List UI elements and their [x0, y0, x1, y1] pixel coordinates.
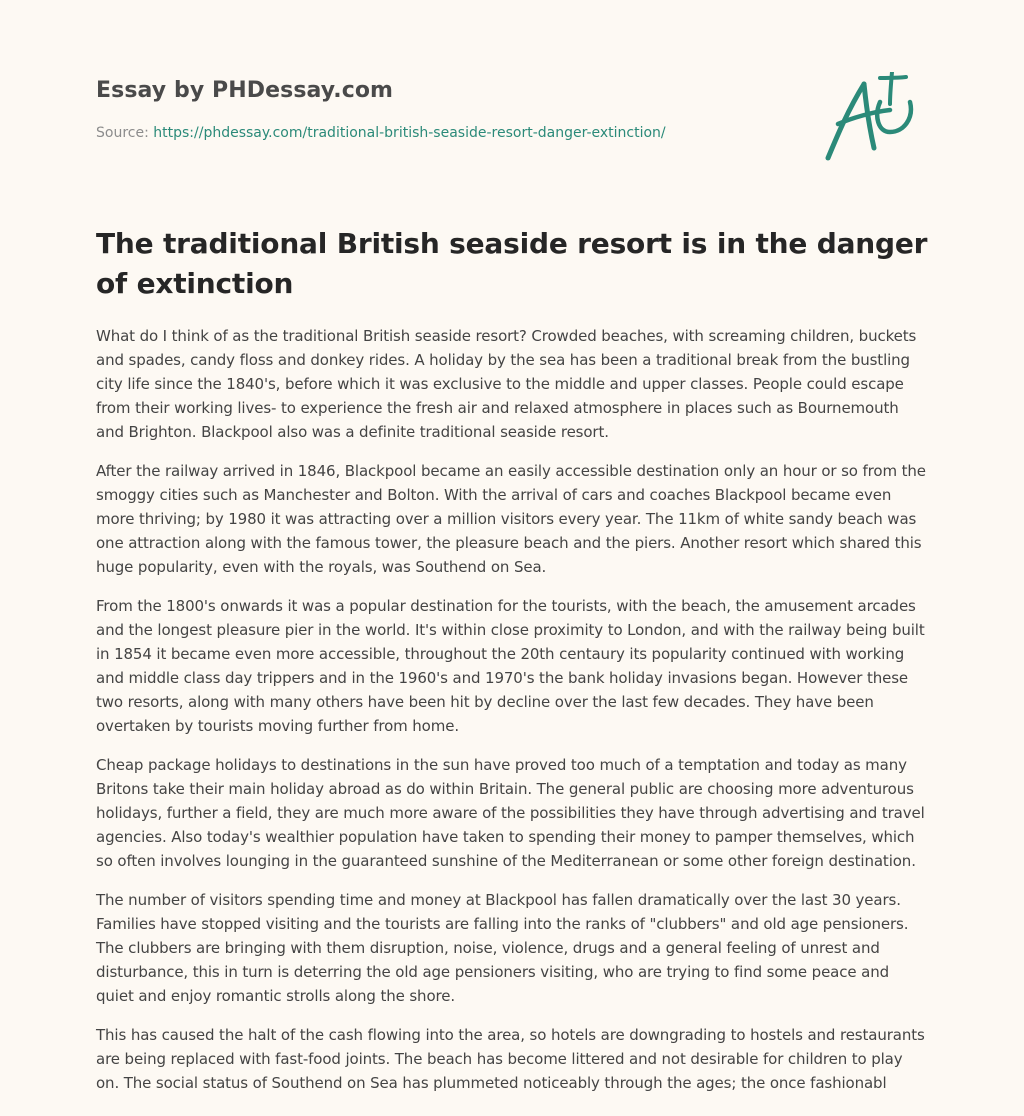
source-line: [96, 125, 666, 141]
essay-body: [96, 324, 928, 1110]
site-brand: Essay by PHDessay.com: [96, 78, 394, 103]
source-label: Source:: [96, 125, 154, 141]
essay-paragraph: Cheap package holidays to destinations in the sun have proved too much of a temptation and today as many Britons take their main holiday abroad as do within Britain. The general public are choosing more adventurous holidays, further a field, they are much more aware of the possibilities they have through advertising and travel agencies. Also today's wealthier population have taken to spending their money to pamper themselves, which so often involves lounging in the guaranteed sunshine of the Mediterranean or some other foreign destination.: [96, 756, 925, 870]
a-plus-grade-icon: [824, 72, 924, 164]
essay-paragraph: The number of visitors spending time and money at Blackpool has fallen dramatically over the last 30 years. Families have stopped visiting and the tourists are falling into the ranks of "clubbers" and old age pensioners. The clubbers are bringing with them disruption, noise, violence, drugs and a general feeling of unrest and disturbance, this in turn is deterring the old age pensioners visiting, who are trying to find some peace and quiet and enjoy romantic strolls along the shore.: [96, 891, 909, 1005]
page-header: [96, 72, 926, 182]
essay-title: The traditional British seaside resort is in the danger of extinction: [96, 227, 928, 300]
essay-paragraph: From the 1800's onwards it was a popular destination for the tourists, with the beach, the amusement arcades and the longest pleasure pier in the world. It's within close proximity to London, and with the railway being built in 1854 it became even more accessible, throughout the 20th centaury its popularity continued with working and middle class day trippers and in the 1960's and 1970's the bank holiday invasions began. However these two resorts, along with many others have been hit by decline over the last few decades. They have been overtaken by tourists moving further from home.: [96, 597, 925, 735]
source-link[interactable]: https://phdessay.com/traditional-british-seaside-resort-danger-extinction/: [153, 125, 666, 141]
essay-paragraph: After the railway arrived in 1846, Blackpool became an easily accessible destination only an hour or so from the smoggy cities such as Manchester and Bolton. With the arrival of cars and coaches Blackpool became even more thriving; by 1980 it was attracting over a million visitors every year. The 11km of white sandy beach was one attraction along with the famous tower, the pleasure beach and the piers. Another resort which shared this huge popularity, even with the royals, was Southend on Sea.: [96, 462, 926, 576]
essay-paragraph: This has caused the halt of the cash flowing into the area, so hotels are downgrading to hostels and restaurants are being replaced with fast-food joints. The beach has become littered and not desirable for children to play on. The social status of Southend on Sea has plummeted noticeably through the ages; the once fashionabl: [96, 1026, 925, 1092]
essay-paragraph: What do I think of as the traditional British seaside resort? Crowded beaches, with screaming children, buckets and spades, candy floss and donkey rides. A holiday by the sea has been a traditional break from the bustling city life since the 1840's, before which it was exclusive to the middle and upper classes. People could escape from their working lives- to experience the fresh air and relaxed atmosphere in places such as Bournemouth and Brighton. Blackpool also was a definite traditional seaside resort.: [96, 327, 917, 441]
